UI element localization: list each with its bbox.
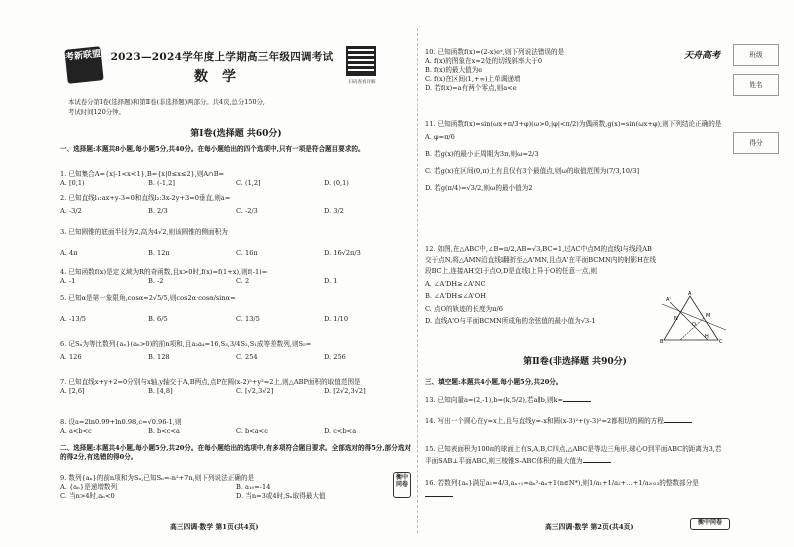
- question-12: [425, 244, 657, 328]
- question-stem: 11. 已知函数f(x)=sin(ωx+π/3+φ)(ω>0,|φ|<π/2)为偶函数,g(x)=sin(ωx+φ),则下列结论正确的是: [425, 120, 722, 128]
- option: A. {aₙ}是递增数列: [60, 482, 118, 491]
- option: C. 2: [236, 276, 250, 285]
- option: D. 1/10: [324, 314, 349, 323]
- option: D. 若g(π/4)=√3/2,则ω的最小值为2: [425, 184, 533, 193]
- option: A. -13/5: [60, 314, 86, 323]
- option-list: [425, 278, 657, 328]
- option: A. ∠A'DH≥∠A'NC: [425, 279, 486, 288]
- question-stem: 7. 已知直线x+y+2=0分别与x轴,y轴交于A,B两点,点P在圆(x-2)²+y²=2上,则△ABP面积的取值范围是: [60, 378, 361, 386]
- option: C. -2/3: [236, 206, 258, 215]
- option-list: [425, 57, 725, 93]
- option: A. -1: [60, 276, 76, 285]
- qr-code-icon: [346, 46, 376, 76]
- option: C. (1,2]: [236, 178, 261, 187]
- option: B. (-1,2]: [148, 178, 175, 187]
- part2-title: 第Ⅱ卷(非选择题 共90分): [523, 357, 627, 367]
- stamp-right: 衡中同卷: [690, 518, 730, 530]
- option: D. 1: [324, 276, 338, 285]
- side-label: 姓名: [749, 81, 763, 89]
- option-list: [60, 249, 412, 258]
- question-16: [425, 478, 725, 502]
- question-3: [60, 228, 412, 258]
- label-n: N: [674, 316, 678, 322]
- label-b: B: [660, 339, 664, 344]
- option-list: [60, 315, 412, 324]
- question-stem: 3. 已知圆锥的底面半径为2,高为4√2,则该圆锥的侧面积为: [60, 228, 228, 236]
- section2-instruction: 二、选择题:本题共4小题,每小题5分,共20分。在每小题给出的选项中,有多项符合题目要求。全部选对的得5分,部分选对的得2分,有选错的得0分。: [60, 444, 412, 461]
- question-4: [60, 268, 412, 286]
- label-c: C: [719, 339, 723, 344]
- brand-logo: 天舟高考: [684, 51, 721, 61]
- exam-title: 2023—2024学年度上学期高三年级四调考试: [110, 51, 334, 63]
- option: B. 128: [148, 352, 170, 361]
- option: D. [2√2,3√2]: [324, 386, 366, 395]
- question-stem: 6. 记Sₙ为等比数列{aₙ}(aₙ>0)的前n项和,且a₂a₄=16,S₃,3/4S₂,S₁成等差数列,则S₅=: [60, 340, 312, 348]
- option: C. 254: [236, 352, 258, 361]
- footer-left: 高三四调·数学 第1页(共4页): [170, 523, 259, 531]
- publisher-logo: 考新联盟: [64, 46, 103, 84]
- label-m: M: [706, 313, 711, 319]
- option: C. b<a<c: [236, 426, 268, 435]
- option: C. 点O的轨迹的长度为π/6: [425, 304, 503, 313]
- geometry-diagram: [660, 290, 728, 344]
- option-list: [60, 179, 412, 188]
- label-a: A: [688, 291, 692, 297]
- answer-blank[interactable]: [563, 396, 591, 402]
- option: C. 当n>4时,aₙ<0: [60, 491, 115, 500]
- option-list: [425, 129, 725, 198]
- answer-blank[interactable]: [583, 457, 611, 463]
- question-10: [425, 48, 725, 92]
- option: D. c<b<a: [324, 426, 357, 435]
- footer-right: 高三四调·数学 第2页(共4页): [545, 523, 634, 531]
- option: C. 13/5: [236, 314, 260, 323]
- option: D. 3/2: [324, 206, 344, 215]
- question-2: [60, 194, 412, 216]
- question-stem: 10. 已知函数f(x)=(2-x)eˣ,则下列说法错误的是: [425, 48, 565, 56]
- question-stem: 1. 已知集合A={x|-1<x<1},B={x|0≤x≤2},则A∩B=: [60, 170, 225, 178]
- option: D. (0,1): [324, 178, 349, 187]
- option: A. f(x)的图象在x=2处的切线斜率大于0: [425, 56, 543, 65]
- option: D. 若f(x)=a有两个零点,则a<e: [425, 83, 517, 92]
- question-15: [425, 444, 725, 468]
- class-field[interactable]: [733, 44, 779, 66]
- question-stem: 2. 已知直线l₁:ax+y-3=0和直线l₂:3x-2y+3=0垂直,则a=: [60, 194, 231, 202]
- score-field[interactable]: [733, 132, 779, 154]
- question-5: [60, 294, 412, 324]
- question-stem: 4. 已知函数f(x)是定义域为R的奇函数,且x>0时,f(x)=f(1+x),则f(-1)=: [60, 268, 268, 276]
- option: D. 直线A'O与平面BCMN所成角的余弦值的最小值为√3-1: [425, 317, 596, 326]
- option: A. [2,6]: [60, 386, 85, 395]
- question-14: [425, 416, 725, 428]
- option-list: [60, 353, 412, 362]
- question-9: [60, 474, 412, 501]
- label-o: O: [692, 322, 696, 328]
- section1-instruction: 一、选择题:本题共8小题,每小题5分,共40分。在每小题给出的四个选项中,只有一项是符合题目要求的。: [60, 145, 365, 153]
- subject-title: 数学: [194, 69, 250, 85]
- option: B. 2/3: [148, 206, 168, 215]
- question-1: [60, 170, 412, 188]
- part1-title: 第Ⅰ卷(选择题 共60分): [190, 129, 282, 139]
- option: A. 4π: [60, 248, 78, 257]
- question-13: [425, 396, 725, 405]
- option: A. a<b<c: [60, 426, 92, 435]
- option: C. 若g(x)在区间(0,π)上有且仅有3个最值点,则ω的取值范围为(7/3,10/3]: [425, 167, 640, 176]
- option: A. φ=π/6: [425, 132, 455, 141]
- label-h: H: [705, 334, 709, 340]
- question-stem: 15. 已知表面积为100π的球面上有S,A,B,C四点,△ABC是等边三角形,球心O到平面ABC的距离为3,若平面SAB⊥平面ABC,则三棱锥S-ABC体积的最大值为: [425, 445, 722, 465]
- question-8: [60, 418, 412, 436]
- question-6: [60, 340, 412, 362]
- intro-line: 考试时间120分钟。: [68, 107, 125, 116]
- option: B. a₁₀=-14: [236, 482, 271, 491]
- qr-caption: 扫码查看详解: [348, 80, 376, 85]
- option: B. ∠A'DH≤∠A'OH: [425, 292, 486, 301]
- side-label: 得分: [749, 139, 763, 147]
- option: D. 256: [324, 352, 346, 361]
- option: C. f(x)在区间(1,+∞)上单调递增: [425, 74, 521, 83]
- option: B. f(x)的最大值为e: [425, 65, 483, 74]
- name-field[interactable]: [733, 74, 779, 96]
- option-list: [60, 207, 412, 216]
- option-list: [60, 277, 412, 286]
- side-label: 班级: [749, 51, 763, 59]
- intro-line: 本试卷分第Ⅰ卷(选择题)和第Ⅱ卷(非选择题)两部分。共4页,总分150分,: [68, 98, 265, 106]
- section3-instruction: 三、填空题:本题共4小题,每小题5分,共20分。: [425, 378, 563, 386]
- option: A. 126: [60, 352, 82, 361]
- answer-blank[interactable]: [425, 491, 453, 497]
- option: C. [√2,3√2]: [236, 386, 274, 395]
- option: B. 6/5: [148, 314, 168, 323]
- option-list: [60, 387, 412, 396]
- question-stem: 16. 若数列{aₙ}满足a₁=4/3,aₙ₊₁=aₙ²-aₙ+1(n∈N*),则1/a₁+1/a₂+…+1/a₂₀₂₃的整数部分是: [425, 479, 699, 487]
- answer-blank[interactable]: [664, 417, 692, 423]
- option-list: [60, 427, 412, 436]
- option: B. 若g(x)的最小正周期为3π,则ω=2/3: [425, 150, 539, 159]
- question-stem: 12. 如图,在△ABC中,∠B=π/2,AB=√3,BC=1,过AC中点M的直线l与线段AB交于点N,将△AMN沿直线l翻折至△A'MN,且点A'在平面BCMN内的射影H在线段BC上,连接AH交l于点O,D是直线l上异于O的任意一点,则: [425, 245, 657, 276]
- option: A. [0,1): [60, 178, 85, 187]
- question-7: [60, 378, 412, 396]
- option: C. 16π: [236, 248, 258, 257]
- stamp-left: 衡中同卷: [393, 472, 411, 498]
- option: D. 16√2π/3: [324, 248, 361, 257]
- page-divider: [417, 28, 418, 533]
- option-list: [60, 483, 412, 501]
- question-stem: 8. 设a=2ln0.99+ln0.98,c=√0.96-1,则: [60, 418, 182, 426]
- label-a-prime: A': [666, 297, 671, 303]
- option: D. 当n=3或4时,Sₙ取得最大值: [236, 491, 326, 500]
- question-11: [425, 120, 725, 197]
- question-stem: 5. 已知α是第一象限角,cosα=2√5/5,则cos2α·cosα/sinα=: [60, 294, 236, 302]
- option: B. -2: [148, 276, 164, 285]
- question-stem: 14. 写出一个圆心在y=x上,且与直线y=-x和圆(x-3)²+(y-3)²=2都相切的圆的方程: [425, 417, 664, 425]
- option: B. [4,8]: [148, 386, 173, 395]
- question-stem: 13. 已知向量a=(2,-1),b=(k,5/2),若a∥b,则k=: [425, 396, 564, 404]
- question-stem: 9. 数列{aₙ}的前n项和为Sₙ,已知Sₙ=-n²+7n,则下列说法正确的是: [60, 474, 255, 482]
- option: B. b<c<a: [148, 426, 180, 435]
- option: B. 12π: [148, 248, 170, 257]
- exam-intro: [68, 98, 408, 117]
- option: A. -3/2: [60, 206, 82, 215]
